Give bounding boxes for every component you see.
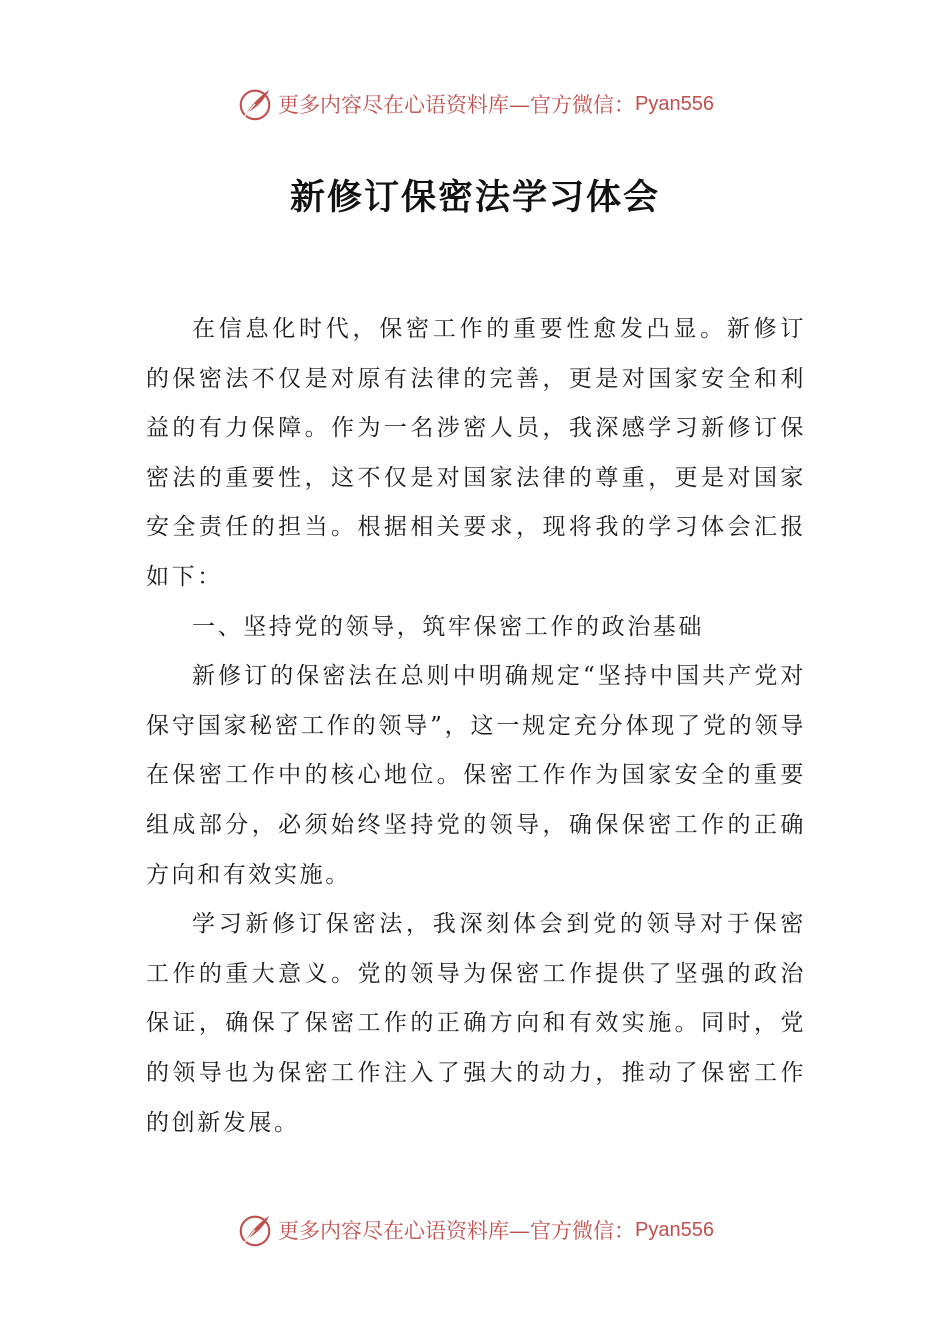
document-title: 新修订保密法学习体会 [289,177,660,218]
paragraph-section1-a: 新修订的保密法在总则中明确规定“坚持中国共产党对保守国家秘密工作的领导”，这一规定充分体现了党的领导在保密工作中的核心地位。保密工作作为国家安全的重要组成部分，必须始终坚持党的领导，确保保密工作的正确方向和有效实施。 [146,663,806,888]
quill-pen-circle-icon [236,1211,274,1249]
paragraph-section1-b: 学习新修订保密法，我深刻体会到党的领导对于保密工作的重大意义。党的领导为保密工作提供了坚强的政治保证，确保了保密工作的正确方向和有效实施。同时，党的领导也为保密工作注入了强大的动力，推动了保密工作的创新发展。 [146,911,806,1136]
document-body [146,305,806,1148]
paragraph-intro: 在信息化时代，保密工作的重要性愈发凸显。新修订的保密法不仅是对原有法律的完善，更是对国家安全和利益的有力保障。作为一名涉密人员，我深感学习新修订保密法的重要性，这不仅是对国家法律的尊重，更是对国家安全责任的担当。根据相关要求，现将我的学习体会汇报如下： [146,316,806,590]
watermark-text: 更多内容尽在心语资料库—官方微信： [278,1219,636,1243]
section-heading-1: 一、坚持党的领导，筑牢保密工作的政治基础 [192,613,704,640]
watermark-wechat-id: Pyan556 [635,1218,714,1241]
watermark-wechat-id: Pyan556 [635,92,714,115]
watermark-text: 更多内容尽在心语资料库—官方微信： [278,93,636,117]
footer-watermark [0,1210,950,1250]
quill-pen-circle-icon [236,85,274,123]
header-watermark [0,84,950,124]
